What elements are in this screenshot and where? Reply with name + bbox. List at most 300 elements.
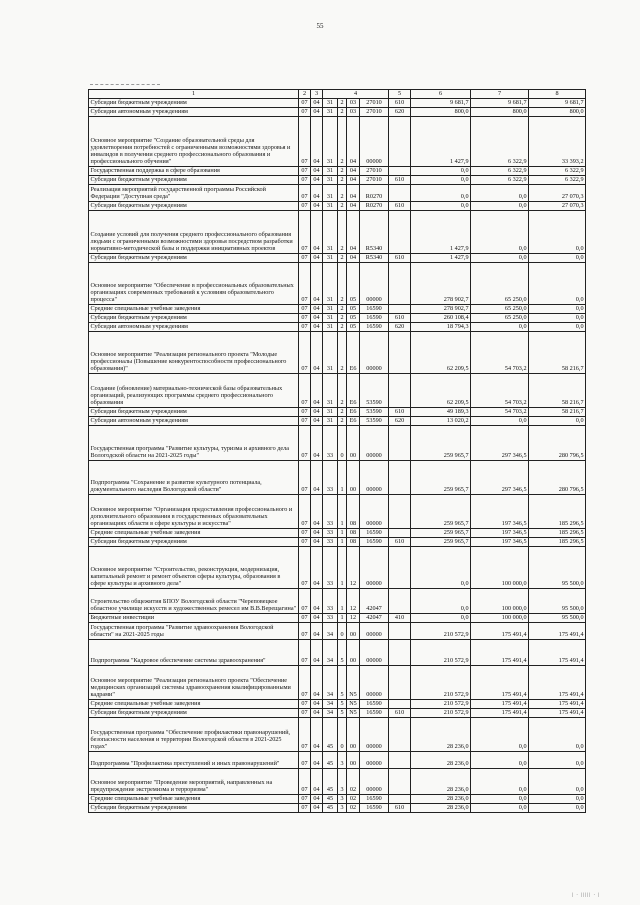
row-name: Подпрограмма "Кадровое обеспечение системы здравоохранения" xyxy=(89,640,299,666)
table-row xyxy=(89,666,586,700)
activity-code: 00 xyxy=(347,461,360,495)
subprogram-code: 2 xyxy=(338,117,347,167)
section-code: 07 xyxy=(299,305,311,314)
amount-year-1: 9 681,7 xyxy=(411,99,471,108)
section-code: 07 xyxy=(299,804,311,813)
subprogram-code: 3 xyxy=(338,752,347,769)
program-code: 33 xyxy=(323,495,338,529)
table-row xyxy=(89,99,586,108)
program-code: 34 xyxy=(323,666,338,700)
expense-type-code xyxy=(389,374,411,408)
amount-year-3: 0,0 xyxy=(529,254,586,263)
direction-code: R5340 xyxy=(360,254,389,263)
section-code: 07 xyxy=(299,176,311,185)
program-code: 31 xyxy=(323,374,338,408)
direction-code: 00000 xyxy=(360,461,389,495)
section-code: 07 xyxy=(299,263,311,305)
program-code: 34 xyxy=(323,700,338,709)
table-row xyxy=(89,314,586,323)
activity-code: N5 xyxy=(347,700,360,709)
amount-year-2: 0,0 xyxy=(471,185,529,202)
amount-year-1: 28 236,0 xyxy=(411,718,471,752)
table-row xyxy=(89,426,586,461)
row-name: Создание (обновление) материально-технической базы образовательных организаций, реализующих программы среднего профессионального образования xyxy=(89,374,299,408)
direction-code: 16590 xyxy=(360,323,389,332)
activity-code: 04 xyxy=(347,211,360,254)
amount-year-3: 0,0 xyxy=(529,417,586,426)
program-code: 33 xyxy=(323,589,338,614)
program-code: 31 xyxy=(323,417,338,426)
direction-code: 27010 xyxy=(360,108,389,117)
subsection-code: 04 xyxy=(311,718,323,752)
amount-year-1: 28 236,0 xyxy=(411,804,471,813)
subprogram-code: 2 xyxy=(338,108,347,117)
amount-year-2: 175 491,4 xyxy=(471,700,529,709)
section-code: 07 xyxy=(299,700,311,709)
section-code: 07 xyxy=(299,374,311,408)
subprogram-code: 5 xyxy=(338,640,347,666)
amount-year-3: 185 296,5 xyxy=(529,538,586,547)
direction-code: 27010 xyxy=(360,99,389,108)
direction-code: 00000 xyxy=(360,426,389,461)
amount-year-2: 800,0 xyxy=(471,108,529,117)
subsection-code: 04 xyxy=(311,752,323,769)
subprogram-code: 2 xyxy=(338,263,347,305)
subsection-code: 04 xyxy=(311,417,323,426)
expense-type-code xyxy=(389,795,411,804)
amount-year-1: 49 189,3 xyxy=(411,408,471,417)
row-name: Подпрограмма "Профилактика преступлений и иных правонарушений" xyxy=(89,752,299,769)
row-name: Подпрограмма "Сохранение и развитие культурного потенциала, документального наследия Вологодской области" xyxy=(89,461,299,495)
direction-code: 16590 xyxy=(360,700,389,709)
subsection-code: 04 xyxy=(311,254,323,263)
amount-year-2: 297 346,5 xyxy=(471,426,529,461)
subsection-code: 04 xyxy=(311,795,323,804)
amount-year-3: 175 491,4 xyxy=(529,640,586,666)
section-code: 07 xyxy=(299,426,311,461)
program-code: 33 xyxy=(323,614,338,623)
program-code: 31 xyxy=(323,263,338,305)
subsection-code: 04 xyxy=(311,769,323,795)
amount-year-2: 65 250,0 xyxy=(471,314,529,323)
section-code: 07 xyxy=(299,202,311,211)
section-code: 07 xyxy=(299,666,311,700)
amount-year-3: 175 491,4 xyxy=(529,623,586,640)
section-code: 07 xyxy=(299,640,311,666)
table-row xyxy=(89,538,586,547)
section-code: 07 xyxy=(299,417,311,426)
amount-year-1: 1 427,9 xyxy=(411,254,471,263)
section-code: 07 xyxy=(299,461,311,495)
amount-year-2: 100 000,0 xyxy=(471,589,529,614)
expense-type-code: 610 xyxy=(389,202,411,211)
activity-code: 04 xyxy=(347,176,360,185)
amount-year-1: 0,0 xyxy=(411,176,471,185)
expense-type-code: 610 xyxy=(389,99,411,108)
section-code: 07 xyxy=(299,185,311,202)
expense-type-code xyxy=(389,529,411,538)
subsection-code: 04 xyxy=(311,167,323,176)
amount-year-2: 197 346,5 xyxy=(471,529,529,538)
header-cell: 8 xyxy=(529,90,586,99)
subsection-code: 04 xyxy=(311,709,323,718)
activity-code: 12 xyxy=(347,547,360,589)
amount-year-3: 185 296,5 xyxy=(529,529,586,538)
expense-type-code xyxy=(389,769,411,795)
direction-code: 16590 xyxy=(360,804,389,813)
subsection-code: 04 xyxy=(311,589,323,614)
subprogram-code: 1 xyxy=(338,461,347,495)
subprogram-code: 1 xyxy=(338,614,347,623)
subsection-code: 04 xyxy=(311,323,323,332)
direction-code: 00000 xyxy=(360,769,389,795)
header-cell: 6 xyxy=(411,90,471,99)
direction-code: 00000 xyxy=(360,666,389,700)
amount-year-1: 259 965,7 xyxy=(411,426,471,461)
table-row xyxy=(89,614,586,623)
table-row xyxy=(89,495,586,529)
table-row xyxy=(89,461,586,495)
amount-year-2: 100 000,0 xyxy=(471,547,529,589)
amount-year-3: 58 216,7 xyxy=(529,332,586,374)
program-code: 34 xyxy=(323,709,338,718)
row-name: Государственная поддержка в сфере образования xyxy=(89,167,299,176)
amount-year-2: 65 250,0 xyxy=(471,263,529,305)
row-name: Субсидии бюджетным учреждениям xyxy=(89,804,299,813)
row-name: Субсидии бюджетным учреждениям xyxy=(89,202,299,211)
subprogram-code: 2 xyxy=(338,417,347,426)
section-code: 07 xyxy=(299,614,311,623)
amount-year-3: 175 491,4 xyxy=(529,666,586,700)
direction-code: 16590 xyxy=(360,314,389,323)
row-name: Реализация мероприятий государственной программы Российской Федерации "Доступная среда" xyxy=(89,185,299,202)
footer-mark: | · ||||| · | xyxy=(572,893,601,898)
activity-code: 08 xyxy=(347,538,360,547)
amount-year-3: 800,0 xyxy=(529,108,586,117)
direction-code: 16590 xyxy=(360,709,389,718)
amount-year-1: 62 209,5 xyxy=(411,332,471,374)
program-code: 31 xyxy=(323,254,338,263)
expense-type-code xyxy=(389,666,411,700)
amount-year-2: 197 346,5 xyxy=(471,495,529,529)
section-code: 07 xyxy=(299,752,311,769)
activity-code: N5 xyxy=(347,709,360,718)
activity-code: 05 xyxy=(347,263,360,305)
subprogram-code: 3 xyxy=(338,769,347,795)
amount-year-2: 175 491,4 xyxy=(471,623,529,640)
activity-code: 00 xyxy=(347,752,360,769)
amount-year-3: 6 322,9 xyxy=(529,176,586,185)
table-row xyxy=(89,185,586,202)
amount-year-1: 210 572,9 xyxy=(411,709,471,718)
amount-year-3: 0,0 xyxy=(529,211,586,254)
amount-year-2: 0,0 xyxy=(471,254,529,263)
amount-year-2: 0,0 xyxy=(471,795,529,804)
amount-year-1: 0,0 xyxy=(411,185,471,202)
amount-year-3: 175 491,4 xyxy=(529,709,586,718)
expense-type-code xyxy=(389,718,411,752)
amount-year-2: 175 491,4 xyxy=(471,640,529,666)
section-code: 07 xyxy=(299,167,311,176)
subprogram-code: 1 xyxy=(338,547,347,589)
amount-year-1: 278 902,7 xyxy=(411,263,471,305)
expense-type-code: 610 xyxy=(389,804,411,813)
amount-year-3: 58 216,7 xyxy=(529,408,586,417)
section-code: 07 xyxy=(299,529,311,538)
direction-code: 27010 xyxy=(360,176,389,185)
activity-code: 12 xyxy=(347,589,360,614)
section-code: 07 xyxy=(299,547,311,589)
top-rule xyxy=(90,84,160,85)
amount-year-3: 33 393,2 xyxy=(529,117,586,167)
table-row xyxy=(89,752,586,769)
program-code: 45 xyxy=(323,795,338,804)
program-code: 31 xyxy=(323,108,338,117)
subsection-code: 04 xyxy=(311,374,323,408)
expense-type-code xyxy=(389,305,411,314)
subprogram-code: 2 xyxy=(338,99,347,108)
section-code: 07 xyxy=(299,538,311,547)
section-code: 07 xyxy=(299,769,311,795)
expense-type-code: 610 xyxy=(389,176,411,185)
subsection-code: 04 xyxy=(311,185,323,202)
amount-year-1: 1 427,9 xyxy=(411,211,471,254)
amount-year-2: 197 346,5 xyxy=(471,538,529,547)
direction-code: 00000 xyxy=(360,752,389,769)
row-name: Субсидии автономным учреждениям xyxy=(89,108,299,117)
amount-year-2: 54 703,2 xyxy=(471,374,529,408)
expense-type-code: 620 xyxy=(389,417,411,426)
amount-year-3: 0,0 xyxy=(529,263,586,305)
activity-code: 05 xyxy=(347,305,360,314)
subprogram-code: 0 xyxy=(338,623,347,640)
row-name: Основное мероприятие "Создание образовательной среды для удовлетворения потребностей с ограниченными возможностями здоровья и инвалидов в получении среднего профессионального образования и профессионального обучения" xyxy=(89,117,299,167)
direction-code: R5340 xyxy=(360,211,389,254)
section-code: 07 xyxy=(299,795,311,804)
subsection-code: 04 xyxy=(311,314,323,323)
row-name: Государственная программа "Развитие культуры, туризма и архивного дела Вологодской области на 2021-2025 годы" xyxy=(89,426,299,461)
subprogram-code: 2 xyxy=(338,202,347,211)
direction-code: 00000 xyxy=(360,623,389,640)
subsection-code: 04 xyxy=(311,614,323,623)
subsection-code: 04 xyxy=(311,804,323,813)
amount-year-2: 175 491,4 xyxy=(471,709,529,718)
table-row xyxy=(89,529,586,538)
subprogram-code: 2 xyxy=(338,408,347,417)
table-row xyxy=(89,176,586,185)
row-name: Средние специальные учебные заведения xyxy=(89,795,299,804)
activity-code: 08 xyxy=(347,529,360,538)
amount-year-3: 95 500,0 xyxy=(529,614,586,623)
amount-year-3: 58 216,7 xyxy=(529,374,586,408)
subprogram-code: 2 xyxy=(338,374,347,408)
row-name: Субсидии бюджетным учреждениям xyxy=(89,254,299,263)
amount-year-3: 27 070,3 xyxy=(529,185,586,202)
amount-year-2: 0,0 xyxy=(471,804,529,813)
program-code: 31 xyxy=(323,176,338,185)
program-code: 31 xyxy=(323,211,338,254)
subprogram-code: 3 xyxy=(338,804,347,813)
activity-code: 04 xyxy=(347,202,360,211)
expense-type-code xyxy=(389,332,411,374)
section-code: 07 xyxy=(299,99,311,108)
subprogram-code: 1 xyxy=(338,495,347,529)
section-code: 07 xyxy=(299,117,311,167)
row-name: Основное мероприятие "Организация предоставления профессионального и дополнительного образования в государственных образовательных организациях области в сфере культуры и искусства" xyxy=(89,495,299,529)
amount-year-2: 0,0 xyxy=(471,752,529,769)
amount-year-1: 800,0 xyxy=(411,108,471,117)
direction-code: 00000 xyxy=(360,718,389,752)
expense-type-code: 610 xyxy=(389,408,411,417)
amount-year-2: 0,0 xyxy=(471,417,529,426)
table-row xyxy=(89,117,586,167)
subprogram-code: 2 xyxy=(338,167,347,176)
subprogram-code: 2 xyxy=(338,176,347,185)
direction-code: 00000 xyxy=(360,547,389,589)
activity-code: E6 xyxy=(347,408,360,417)
amount-year-2: 6 322,9 xyxy=(471,176,529,185)
subprogram-code: 2 xyxy=(338,211,347,254)
row-name: Средние специальные учебные заведения xyxy=(89,305,299,314)
row-name: Субсидии бюджетным учреждениям xyxy=(89,314,299,323)
section-code: 07 xyxy=(299,623,311,640)
direction-code: 00000 xyxy=(360,495,389,529)
amount-year-2: 6 322,9 xyxy=(471,167,529,176)
expense-type-code xyxy=(389,640,411,666)
subprogram-code: 2 xyxy=(338,332,347,374)
amount-year-1: 0,0 xyxy=(411,614,471,623)
table-row xyxy=(89,408,586,417)
table-row xyxy=(89,700,586,709)
direction-code: 53590 xyxy=(360,374,389,408)
subsection-code: 04 xyxy=(311,640,323,666)
program-code: 31 xyxy=(323,323,338,332)
table-row xyxy=(89,254,586,263)
amount-year-3: 95 500,0 xyxy=(529,547,586,589)
amount-year-3: 0,0 xyxy=(529,305,586,314)
subprogram-code: 2 xyxy=(338,185,347,202)
row-name: Средние специальные учебные заведения xyxy=(89,700,299,709)
amount-year-1: 259 965,7 xyxy=(411,538,471,547)
amount-year-3: 0,0 xyxy=(529,795,586,804)
amount-year-1: 0,0 xyxy=(411,547,471,589)
amount-year-1: 0,0 xyxy=(411,167,471,176)
direction-code: 53590 xyxy=(360,408,389,417)
activity-code: 05 xyxy=(347,314,360,323)
amount-year-1: 28 236,0 xyxy=(411,752,471,769)
expense-type-code xyxy=(389,426,411,461)
amount-year-2: 54 703,2 xyxy=(471,332,529,374)
table-row xyxy=(89,547,586,589)
amount-year-3: 9 681,7 xyxy=(529,99,586,108)
header-cell: 5 xyxy=(389,90,411,99)
table-row xyxy=(89,167,586,176)
row-name: Создание условий для получения среднего профессионального образования людьми с ограниченными возможностями здоровья посредством разработки нормативно-методической базы и поддержки инициативных проектов xyxy=(89,211,299,254)
table-row xyxy=(89,417,586,426)
amount-year-3: 27 070,3 xyxy=(529,202,586,211)
expense-type-code xyxy=(389,167,411,176)
amount-year-3: 0,0 xyxy=(529,769,586,795)
direction-code: 16590 xyxy=(360,305,389,314)
amount-year-1: 278 902,7 xyxy=(411,305,471,314)
amount-year-2: 54 703,2 xyxy=(471,408,529,417)
program-code: 31 xyxy=(323,167,338,176)
direction-code: 53590 xyxy=(360,417,389,426)
activity-code: 04 xyxy=(347,117,360,167)
program-code: 31 xyxy=(323,314,338,323)
activity-code: 12 xyxy=(347,614,360,623)
amount-year-2: 0,0 xyxy=(471,202,529,211)
program-code: 33 xyxy=(323,529,338,538)
direction-code: R0270 xyxy=(360,185,389,202)
activity-code: 00 xyxy=(347,623,360,640)
direction-code: 00000 xyxy=(360,263,389,305)
subprogram-code: 0 xyxy=(338,426,347,461)
program-code: 31 xyxy=(323,305,338,314)
expense-type-code xyxy=(389,700,411,709)
subsection-code: 04 xyxy=(311,495,323,529)
header-cell: 4 xyxy=(323,90,389,99)
amount-year-3: 0,0 xyxy=(529,804,586,813)
subprogram-code: 5 xyxy=(338,709,347,718)
amount-year-1: 0,0 xyxy=(411,589,471,614)
subsection-code: 04 xyxy=(311,176,323,185)
program-code: 45 xyxy=(323,769,338,795)
subsection-code: 04 xyxy=(311,538,323,547)
activity-code: 02 xyxy=(347,804,360,813)
header-cell: 1 xyxy=(89,90,299,99)
section-code: 07 xyxy=(299,211,311,254)
amount-year-3: 175 491,4 xyxy=(529,700,586,709)
row-name: Субсидии бюджетным учреждениям xyxy=(89,408,299,417)
section-code: 07 xyxy=(299,408,311,417)
row-name: Основное мероприятие "Реализация регионального проекта "Обеспечение медицинских организаций системы здравоохранения квалифицированными кадрами" xyxy=(89,666,299,700)
expense-type-code xyxy=(389,211,411,254)
table-row xyxy=(89,332,586,374)
table-row xyxy=(89,202,586,211)
expense-type-code xyxy=(389,752,411,769)
section-code: 07 xyxy=(299,254,311,263)
expense-type-code xyxy=(389,117,411,167)
amount-year-1: 1 427,9 xyxy=(411,117,471,167)
subprogram-code: 1 xyxy=(338,529,347,538)
table-row xyxy=(89,589,586,614)
direction-code: 42047 xyxy=(360,614,389,623)
expense-type-code xyxy=(389,623,411,640)
amount-year-2: 0,0 xyxy=(471,769,529,795)
subprogram-code: 1 xyxy=(338,538,347,547)
activity-code: 04 xyxy=(347,167,360,176)
subprogram-code: 3 xyxy=(338,795,347,804)
amount-year-3: 6 322,9 xyxy=(529,167,586,176)
amount-year-3: 185 296,5 xyxy=(529,495,586,529)
activity-code: 04 xyxy=(347,185,360,202)
subsection-code: 04 xyxy=(311,108,323,117)
row-name: Субсидии бюджетным учреждениям xyxy=(89,538,299,547)
section-code: 07 xyxy=(299,108,311,117)
section-code: 07 xyxy=(299,718,311,752)
row-name: Субсидии бюджетным учреждениям xyxy=(89,176,299,185)
activity-code: 08 xyxy=(347,495,360,529)
program-code: 31 xyxy=(323,99,338,108)
direction-code: 00000 xyxy=(360,117,389,167)
row-name: Субсидии бюджетным учреждениям xyxy=(89,99,299,108)
section-code: 07 xyxy=(299,332,311,374)
amount-year-1: 259 965,7 xyxy=(411,495,471,529)
activity-code: N5 xyxy=(347,666,360,700)
expense-type-code: 610 xyxy=(389,314,411,323)
amount-year-1: 62 209,5 xyxy=(411,374,471,408)
